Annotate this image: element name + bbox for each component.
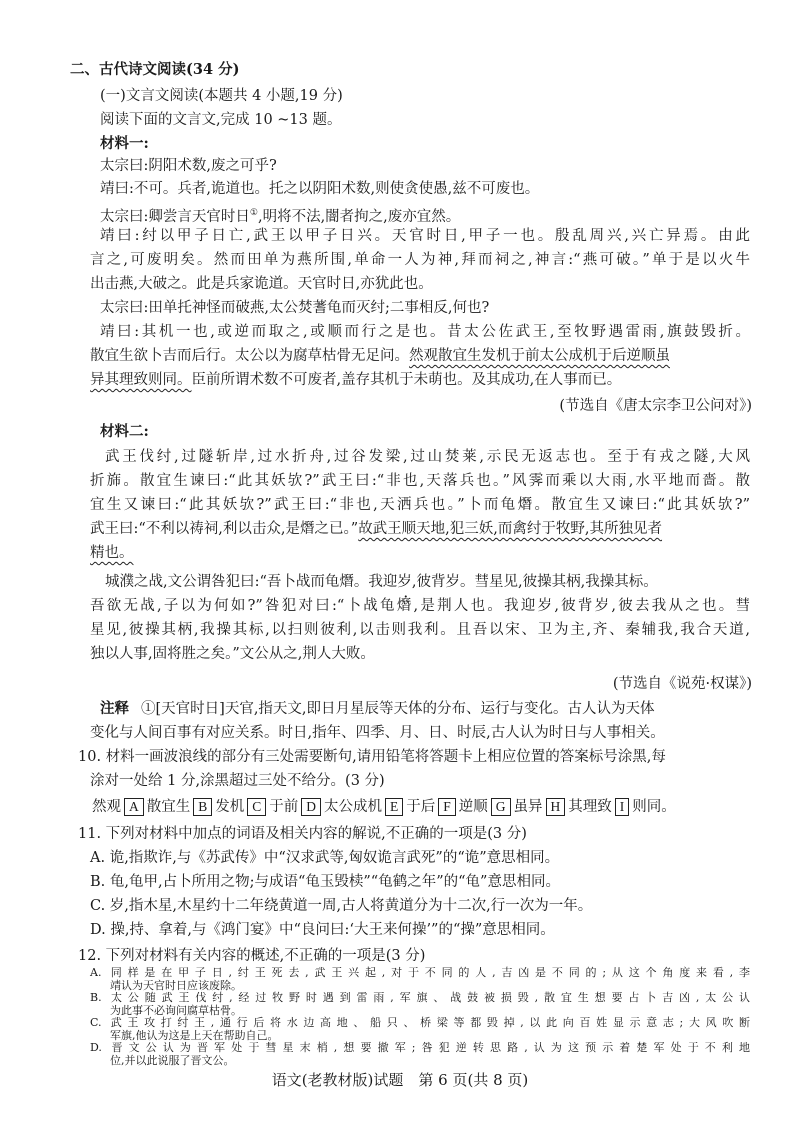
q12-option-d: D. 晋文公认为晋军处于彗星末梢,想要撤军;咎犯逆转思路,认为这预示着楚军处于不利地 bbox=[90, 1041, 750, 1054]
material2-line: 星见,彼操其柄,我操其标,以扫则彼利,以击则我利。且吾以宋、卫为主,齐、秦辅我,我合天道, bbox=[90, 622, 750, 638]
material2-heading: 材料二: bbox=[100, 423, 149, 440]
material2-line: 武王伐纣,过隧斩岸,过水折舟,过谷发梁,过山焚莱,示民无返志也。至于有戎之隧,大风 bbox=[105, 449, 750, 465]
q10-segment: 散宜生 bbox=[146, 799, 191, 815]
material1-line: 太宗曰:阴阳术数,废之可乎? bbox=[100, 158, 277, 174]
q10-segment: 逆顺 bbox=[458, 799, 488, 815]
q11-option-c: C. 岁,指木星,木星约十二年绕黄道一周,古人将黄道分为十二次,行一次为一年。 bbox=[90, 898, 593, 914]
material1-source: (节选自《唐太宗李卫公问对》) bbox=[559, 398, 752, 414]
q12-stem: 12. 下列对材料有关内容的概述,不正确的一项是(3 分) bbox=[78, 948, 426, 964]
answer-box-g[interactable]: G bbox=[491, 798, 511, 816]
material1-line: 太宗曰:田单托神怪而破燕,太公焚蓍龟而灭纣;二事相反,何也? bbox=[100, 300, 490, 316]
material2-line: 宜生又谏曰:“此其妖欤?”武王曰:“非也,天洒兵也。”卜而龟熸。散宜生又谏曰:“此其妖欤?” bbox=[90, 497, 750, 513]
q10-stem: 涂对一处给 1 分,涂黑超过三处不给分。(3 分) bbox=[90, 773, 385, 789]
q10-segment: 则同。 bbox=[632, 799, 676, 815]
dotted-word: 岁 bbox=[397, 574, 412, 590]
q12-option-d-cont: 位,并以此说服了晋文公。 bbox=[110, 1053, 235, 1067]
material2-line: 折旆。散宜生谏曰:“此其妖欤?”武王曰:“非也,天落兵也。”风霁而乘以大雨,水平地而嗇。散 bbox=[90, 473, 750, 489]
answer-box-h[interactable]: H bbox=[546, 798, 566, 816]
note-text: ①[天官时日]天官,指天文,即日月星辰等天体的分布、运行与变化。古人认为天体 bbox=[141, 701, 655, 717]
q11-option-a: A. 诡,指欺诈,与《苏武传》中“汉求武等,匈奴诡言武死”的“诡”意思相同。 bbox=[90, 850, 560, 866]
q12-option-c: C. 武王攻打纣王,通行后将水边高地、船只、桥梁等都毁掉,以此向百姓显示意志;大风吹断 bbox=[90, 1016, 750, 1029]
material1-line: 靖曰:不可。兵者,诡道也。托之以阴阳术数,则使贪使愚,兹不可废也。 bbox=[100, 181, 540, 197]
material1-text: 臣前所谓术数不可废者,盖存其机于未萌也。 bbox=[191, 372, 472, 388]
q10-segment: 于前 bbox=[269, 799, 299, 815]
q11-option-b: B. 龟,龟甲,占卜所用之物;与成语“龟玉毁椟”“龟鹤之年”的“龟”意思相同。 bbox=[90, 874, 560, 890]
q10-segment: 于后 bbox=[406, 799, 436, 815]
material1-line bbox=[90, 368, 750, 392]
note-line: 变化与人间百事有对应关系。时日,指年、四季、月、日、时辰,古人认为时日与人事相关。 bbox=[90, 725, 665, 741]
material1-line: 言之,可废明矣。然而田单为燕所围,单命一人为神,拜而祠之,神言:“燕可破。”单于是以火牛 bbox=[90, 252, 750, 268]
material1-line: 靖曰:其机一也,或逆而取之,或顺而行之是也。昔太公佐武王,至牧野遇雷雨,旗鼓毁折。 bbox=[100, 324, 750, 340]
material2-text: 城濮之战,文公谓咎犯曰:“吾卜战而龟熸。我迎 bbox=[105, 574, 398, 590]
q10-segment: 太公成机 bbox=[324, 799, 383, 815]
q12-option-a-cont: 靖认为天官时日应该废除。 bbox=[110, 978, 242, 992]
answer-box-a[interactable]: A bbox=[124, 798, 144, 816]
wavy-underlined-text: 故武王顺天地,犯三妖,而禽纣于牧野,其所独见者 bbox=[358, 521, 663, 537]
q12-option-b: B. 太公随武王伐纣,经过牧野时遇到雷雨,军旗、战鼓被损毁,散宜生想要占卜吉凶,太公认 bbox=[90, 991, 750, 1004]
material1-text: ,明将不法,闇者拘之,废亦宜然。 bbox=[257, 208, 461, 225]
answer-box-f[interactable]: F bbox=[438, 798, 456, 816]
q10-options bbox=[92, 795, 752, 819]
wavy-underlined-text: 然观散宜生发机于前太公成机于后逆顺虽 bbox=[409, 348, 670, 364]
material1-heading: 材料一: bbox=[100, 135, 149, 152]
material1-line: 靖曰:纣以甲子日亡,武王以甲子日兴。天官时日,甲子一也。殷乱周兴,兴亡异焉。由此 bbox=[100, 228, 750, 244]
material2-text: ,彼背岁。彗星见,彼操其柄,我操其标。 bbox=[411, 574, 658, 590]
wavy-underlined-text: 精也。 bbox=[90, 545, 134, 561]
material2-line: 独以人事,固将胜之矣。”文公从之,荆人大败。 bbox=[90, 646, 375, 662]
answer-box-b[interactable]: B bbox=[193, 798, 212, 816]
material2-source: (节选自《说苑·权谋》) bbox=[612, 676, 752, 692]
footnote-marker: ① bbox=[249, 208, 258, 218]
q12-option-a: A. 同样是在甲子日,纣王死去,武王兴起,对于不同的人,吉凶是不同的;从这个角度来看,李 bbox=[90, 966, 750, 979]
q11-stem: 11. 下列对材料中加点的词语及相关内容的解说,不正确的一项是(3 分) bbox=[78, 826, 527, 842]
material1-text: 散宜生欲卜吉而后行。太公以为腐草枯骨无足问。 bbox=[90, 348, 409, 364]
section-title: 二、古代诗文阅读(34 分) bbox=[70, 61, 240, 78]
material2-line: 吾欲无战,子以为何如?”咎犯对曰:“卜战龟熸,是荆人也。我迎岁,彼背岁,彼去我从之也。彗 bbox=[90, 598, 750, 614]
material1-line bbox=[90, 344, 750, 368]
q10-segment: 虽异 bbox=[513, 799, 543, 815]
section-subtitle: (一)文言文阅读(本题共 4 小题,19 分) bbox=[100, 88, 343, 104]
answer-box-i[interactable]: I bbox=[615, 798, 630, 816]
q10-segment: 其理致 bbox=[568, 799, 612, 815]
q12-option-b-cont: 为此事不必询问腐草枯骨。 bbox=[110, 1003, 242, 1017]
note-label: 注释 bbox=[100, 700, 129, 717]
material1-line: 出击燕,大破之。此是兵家诡道。天官时日,亦犹此也。 bbox=[90, 276, 433, 292]
material1-text: 及其成功,在人事而已。 bbox=[471, 372, 622, 388]
material2-text: 武王曰:“不利以祷祠,利以击众,是熸之已。” bbox=[90, 521, 359, 537]
answer-box-c[interactable]: C bbox=[247, 798, 266, 816]
material2-line bbox=[105, 570, 765, 594]
q10-segment: 然观 bbox=[92, 799, 121, 815]
answer-box-e[interactable]: E bbox=[385, 798, 403, 816]
answer-box-d[interactable]: D bbox=[301, 798, 321, 816]
wavy-underlined-text: 异其理致则同。 bbox=[90, 372, 192, 388]
material1-text: 太宗曰:卿尝言天官时日 bbox=[100, 208, 250, 225]
section-instruction: 阅读下面的文言文,完成 10 ~13 题。 bbox=[100, 112, 342, 128]
q12-option-c-cont: 军旗,他认为这是上天在帮助自己。 bbox=[110, 1028, 279, 1042]
q10-segment: 发机 bbox=[215, 799, 245, 815]
note-line bbox=[100, 697, 760, 721]
q10-stem: 10. 材料一画波浪线的部分有三处需要断句,请用铅笔将答题卡上相应位置的答案标号涂黑,每 bbox=[78, 749, 666, 765]
material2-line bbox=[90, 517, 750, 541]
q11-option-d: D. 操,持、拿着,与《鸿门宴》中“良问曰:‘大王来何操’”的“操”意思相同。 bbox=[90, 922, 555, 938]
page-footer: 语文(老教材版)试题 第 6 页(共 8 页) bbox=[271, 1071, 529, 1089]
material2-line bbox=[90, 541, 750, 565]
